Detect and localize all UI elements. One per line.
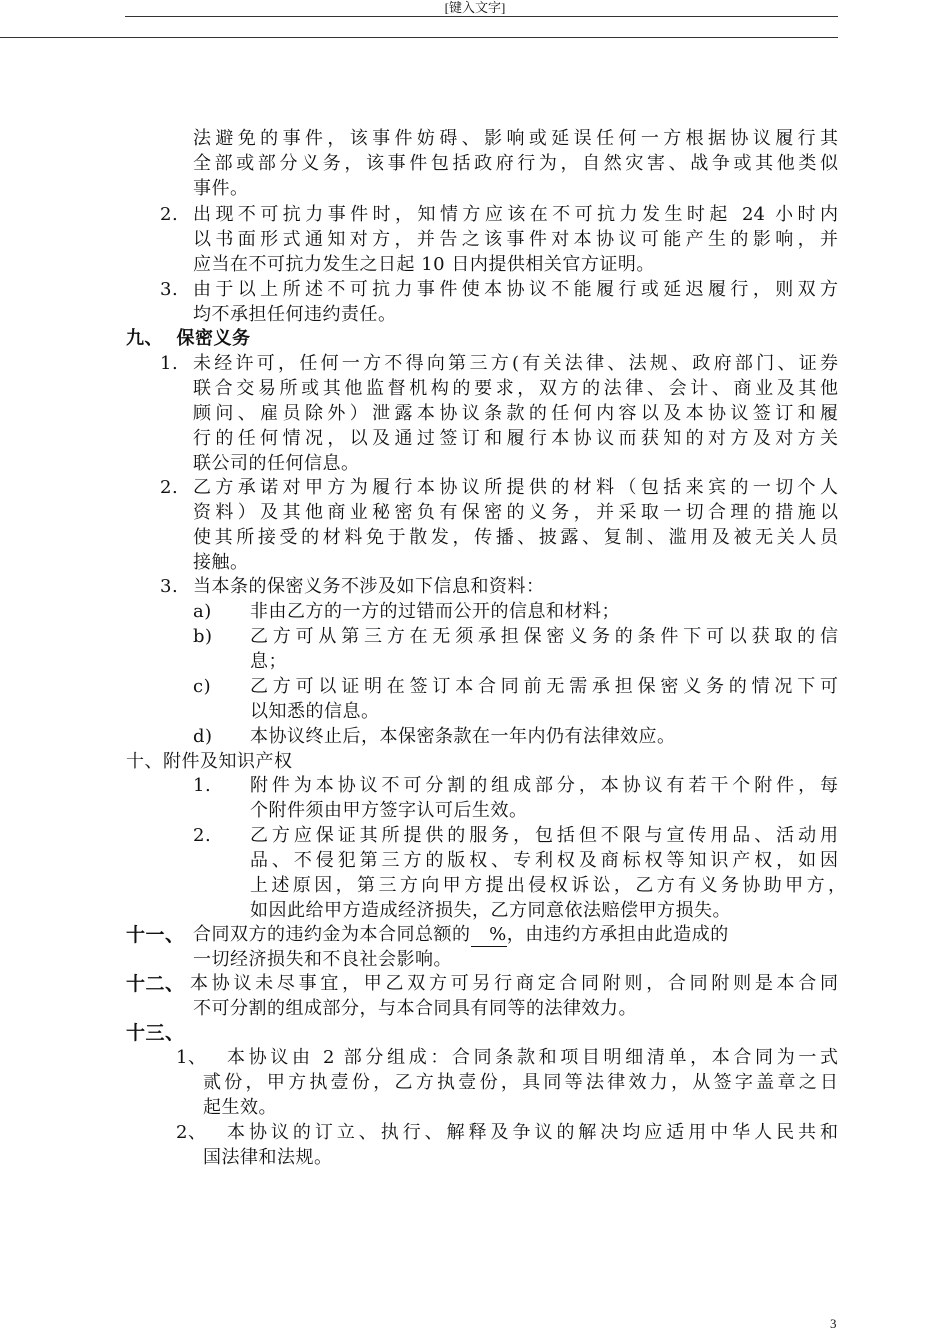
confidentiality-item2-line: 资料）及其他商业秘密负有保密的义务，并采取一切合理的措施以 xyxy=(193,502,838,523)
ip-item2-line: 上述原因，第三方向甲方提出侵权诉讼，乙方有义务协助甲方， xyxy=(250,875,846,896)
supplement-line: 不可分割的组成部分，与本合同具有同等的法律效力。 xyxy=(193,998,637,1019)
ip-item1-line: 附件为本协议不可分割的组成部分，本协议有若干个附件，每 xyxy=(250,775,838,796)
sub-item-line: 乙方可从第三方在无须承担保密义务的条件下可以获取的信 xyxy=(250,626,838,647)
force-majeure-cont-line: 法避免的事件，该事件妨碍、影响或延误任何一方根据协议履行其 xyxy=(193,128,838,149)
confidentiality-item1-line: 联合交易所或其他监督机构的要求，双方的法律、会计、商业及其他 xyxy=(193,378,838,399)
sub-label: a) xyxy=(193,601,212,622)
force-majeure-cont-line: 事件。 xyxy=(193,178,249,199)
confidentiality-item2-line: 乙方承诺对甲方为履行本协议所提供的材料（包括来宾的一切个人 xyxy=(193,477,838,498)
item-number: 1. xyxy=(193,775,212,796)
section-heading: 十二、 xyxy=(126,973,185,995)
penalty-line: 一切经济损失和不良社会影响。 xyxy=(193,949,452,970)
confidentiality-item1-line: 联公司的任何信息。 xyxy=(193,453,360,474)
final-item1-line: 本协议由 2 部分组成：合同条款和项目明细清单，本合同为一式 xyxy=(227,1047,838,1068)
confidentiality-item3-line: 当本条的保密义务不涉及如下信息和资料： xyxy=(193,576,545,597)
penalty-line xyxy=(193,924,729,947)
header-rule xyxy=(125,16,838,17)
penalty-blank: % xyxy=(470,924,507,945)
item-number: 2. xyxy=(160,204,179,225)
final-item2-line: 国法律和法规。 xyxy=(203,1147,333,1168)
sub-item-line: 息； xyxy=(250,651,287,672)
header-rule-long xyxy=(0,37,838,38)
sub-item-line: 本协议终止后，本保密条款在一年内仍有法律效应。 xyxy=(250,726,676,747)
confidentiality-item1-line: 行的任何情况，以及通过签订和履行本协议而获知的对方及对方关 xyxy=(193,428,838,449)
item-number: 2. xyxy=(160,477,179,498)
item-number: 3. xyxy=(160,576,179,597)
confidentiality-item1-line: 顾问、雇员除外）泄露本协议条款的任何内容以及本协议签订和履 xyxy=(193,403,838,424)
item-number: 3. xyxy=(160,279,179,300)
ip-item1-line: 个附件须由甲方签字认可后生效。 xyxy=(250,800,528,821)
page-header: [键入文字] xyxy=(444,0,506,15)
section-heading: 十、附件及知识产权 xyxy=(126,751,293,772)
sub-label: b) xyxy=(193,626,213,647)
item-number: 2. xyxy=(193,825,212,846)
force-majeure-item3-line: 均不承担任何违约责任。 xyxy=(193,304,397,325)
penalty-text-before: 合同双方的违约金为本合同总额的 xyxy=(193,924,471,945)
section-heading: 十一、 xyxy=(126,924,185,946)
force-majeure-item2-line: 出现不可抗力事件时，知情方应该在不可抗力发生时起 24 小时内 xyxy=(193,204,838,225)
confidentiality-item1-line: 未经许可，任何一方不得向第三方(有关法律、法规、政府部门、证券 xyxy=(193,353,838,374)
item-number: 1. xyxy=(160,353,179,374)
final-item1-line: 起生效。 xyxy=(203,1097,277,1118)
ip-item2-line: 品、不侵犯第三方的版权、专利权及商标权等知识产权，如因 xyxy=(250,850,838,871)
force-majeure-item2-line: 应当在不可抗力发生之日起 10 日内提供相关官方证明。 xyxy=(193,254,655,275)
ip-item2-line: 乙方应保证其所提供的服务，包括但不限与宣传用品、活动用 xyxy=(250,825,838,846)
supplement-line: 本协议未尽事宜，甲乙双方可另行商定合同附则，合同附则是本合同 xyxy=(190,973,838,994)
sub-label: d) xyxy=(193,726,213,747)
force-majeure-item3-line: 由于以上所述不可抗力事件使本协议不能履行或延迟履行，则双方 xyxy=(193,279,838,300)
sub-item-line: 以知悉的信息。 xyxy=(250,701,380,722)
force-majeure-item2-line: 以书面形式通知对方，并告之该事件对本协议可能产生的影响，并 xyxy=(193,229,838,250)
sub-item-line: 乙方可以证明在签订本合同前无需承担保密义务的情况下可 xyxy=(250,676,838,697)
sub-label: c) xyxy=(193,676,212,697)
penalty-text-after: ，由违约方承担由此造成的 xyxy=(506,924,729,945)
confidentiality-item2-line: 接触。 xyxy=(193,552,249,573)
item-number: 1、 xyxy=(176,1047,207,1068)
page-number: 3 xyxy=(830,1316,837,1331)
confidentiality-item2-line: 使其所接受的材料免于散发，传播、披露、复制、滥用及被无关人员 xyxy=(193,527,838,548)
final-item2-line: 本协议的订立、执行、解释及争议的解决均应适用中华人民共和 xyxy=(227,1122,838,1143)
ip-item2-line: 如因此给甲方造成经济损失，乙方同意依法赔偿甲方损失。 xyxy=(250,900,731,921)
section-heading: 九、 保密义务 xyxy=(126,328,251,349)
item-number: 2、 xyxy=(176,1122,207,1143)
final-item1-line: 贰份，甲方执壹份，乙方执壹份，具同等法律效力，从签字盖章之日 xyxy=(203,1072,838,1093)
section-heading: 十三、 xyxy=(126,1022,185,1044)
sub-item-line: 非由乙方的一方的过错而公开的信息和材料； xyxy=(250,601,620,622)
force-majeure-cont-line: 全部或部分义务，该事件包括政府行为，自然灾害、战争或其他类似 xyxy=(193,153,838,174)
